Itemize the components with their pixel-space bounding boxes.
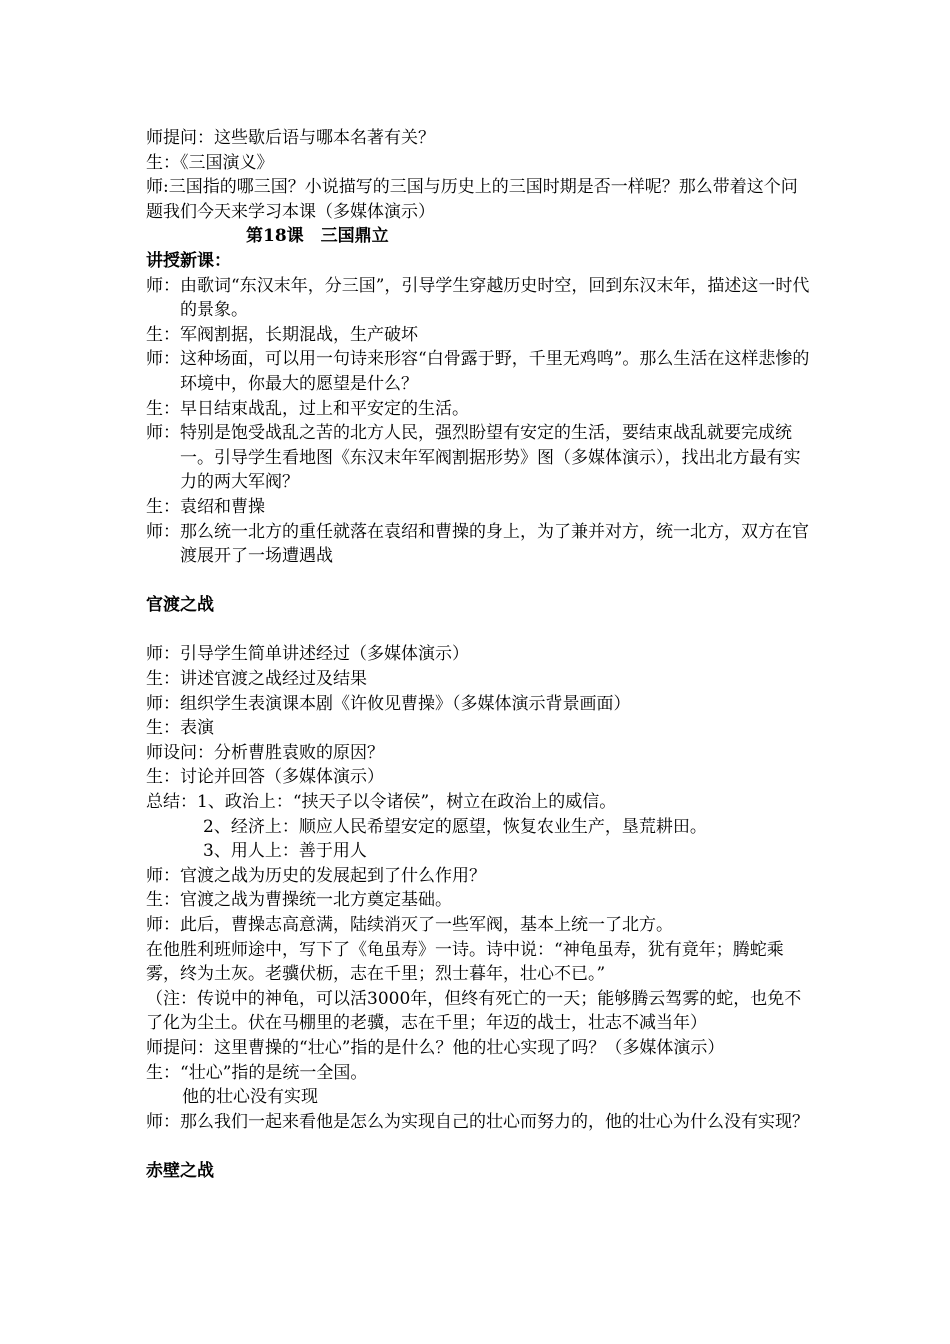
text-line: 他的壮心没有实现 [182, 1087, 318, 1108]
section-heading: 赤壁之战 [146, 1160, 214, 1181]
text-line: 师提问：这里曹操的“壮心”指的是什么？他的壮心实现了吗？（多媒体演示） [146, 1037, 725, 1058]
text-line: 生：讨论并回答（多媒体演示） [146, 767, 384, 788]
text-line: 生：《三国演义》 [146, 152, 274, 173]
text-line: 师：引导学生简单讲述经过（多媒体演示） [146, 644, 469, 665]
text-line: 师：那么我们一起来看他是怎么为实现自己的壮心而努力的，他的壮心为什么没有实现？ [146, 1111, 809, 1132]
text-line: 师：特别是饱受战乱之苦的北方人民，强烈盼望有安定的生活，要结束战乱就要完成统一。引导学生看地图《东汉末年军阀割据形势》图（多媒体演示），找出北方最有实力的两大军阀？ [146, 423, 801, 493]
text-line: 师:三国指的哪三国？小说描写的三国与历史上的三国时期是否一样呢？那么带着这个问题我们今天来学习本课（多媒体演示） [146, 177, 798, 222]
text-line: 师：这种场面，可以用一句诗来形容“白骨露于野，千里无鸡鸣”。那么生活在这样悲惨的环境中，你最大的愿望是什么？ [146, 349, 810, 394]
blank-line [146, 618, 811, 643]
blank-line [146, 1134, 811, 1159]
text-line: 生：官渡之战为曹操统一北方奠定基础。 [146, 890, 452, 911]
text-line: 生：讲述官渡之战经过及结果 [146, 669, 367, 690]
text-line: 生：表演 [146, 718, 214, 739]
text-line: 生：早日结束战乱，过上和平安定的生活。 [146, 398, 469, 419]
text-line: 师提问：这些歇后语与哪本名著有关？ [146, 128, 435, 148]
text-line: 生：军阀割据，长期混战，生产破坏 [146, 324, 418, 345]
summary-line: 3、用人上：善于用人 [203, 841, 367, 862]
lesson-title: 第18课 三国鼎立 [246, 226, 389, 247]
text-line: 在他胜利班师途中，写下了《龟虽寿》一诗。诗中说：“神龟虽寿，犹有竟年；腾蛇乘雾，终为土灰。老骥伏枥，志在千里；烈士暮年，壮心不已。” [146, 939, 784, 985]
summary-line: 总结：1、政治上：“挟天子以令诸侯”，树立在政治上的威信。 [146, 792, 617, 813]
text-line: 师设问：分析曹胜袁败的原因？ [146, 742, 384, 763]
summary-line: 2、经济上：顺应人民希望安定的愿望，恢复农业生产，垦荒耕田。 [203, 816, 707, 837]
text-line: 生：“壮心”指的是统一全国。 [146, 1062, 368, 1083]
text-line: 师：组织学生表演课本剧《许攸见曹操》（多媒体演示背景画面） [146, 693, 631, 714]
text-line: 生：袁绍和曹操 [146, 496, 265, 517]
section-heading: 讲授新课： [146, 250, 231, 271]
text-line: 师：官渡之战为历史的发展起到了什么作用？ [146, 865, 486, 886]
text-line: 师：此后，曹操志高意满，陆续消灭了一些军阀，基本上统一了北方。 [146, 915, 673, 935]
document-body [146, 126, 811, 1184]
text-line: 师：由歌词“东汉末年，分三国”，引导学生穿越历史时空，回到东汉末年，描述这一时代的景象。 [146, 275, 810, 321]
text-line: 师：那么统一北方的重任就落在袁绍和曹操的身上，为了兼并对方，统一北方，双方在官渡展开了一场遭遇战 [146, 521, 809, 567]
blank-line [146, 569, 811, 594]
note-line: （注：传说中的神龟，可以活3000年，但终有死亡的一天；能够腾云驾雾的蛇，也免不了化为尘土。伏在马棚里的老骥，志在千里；年迈的战士，壮志不减当年） [146, 988, 802, 1034]
section-heading: 官渡之战 [146, 595, 214, 616]
